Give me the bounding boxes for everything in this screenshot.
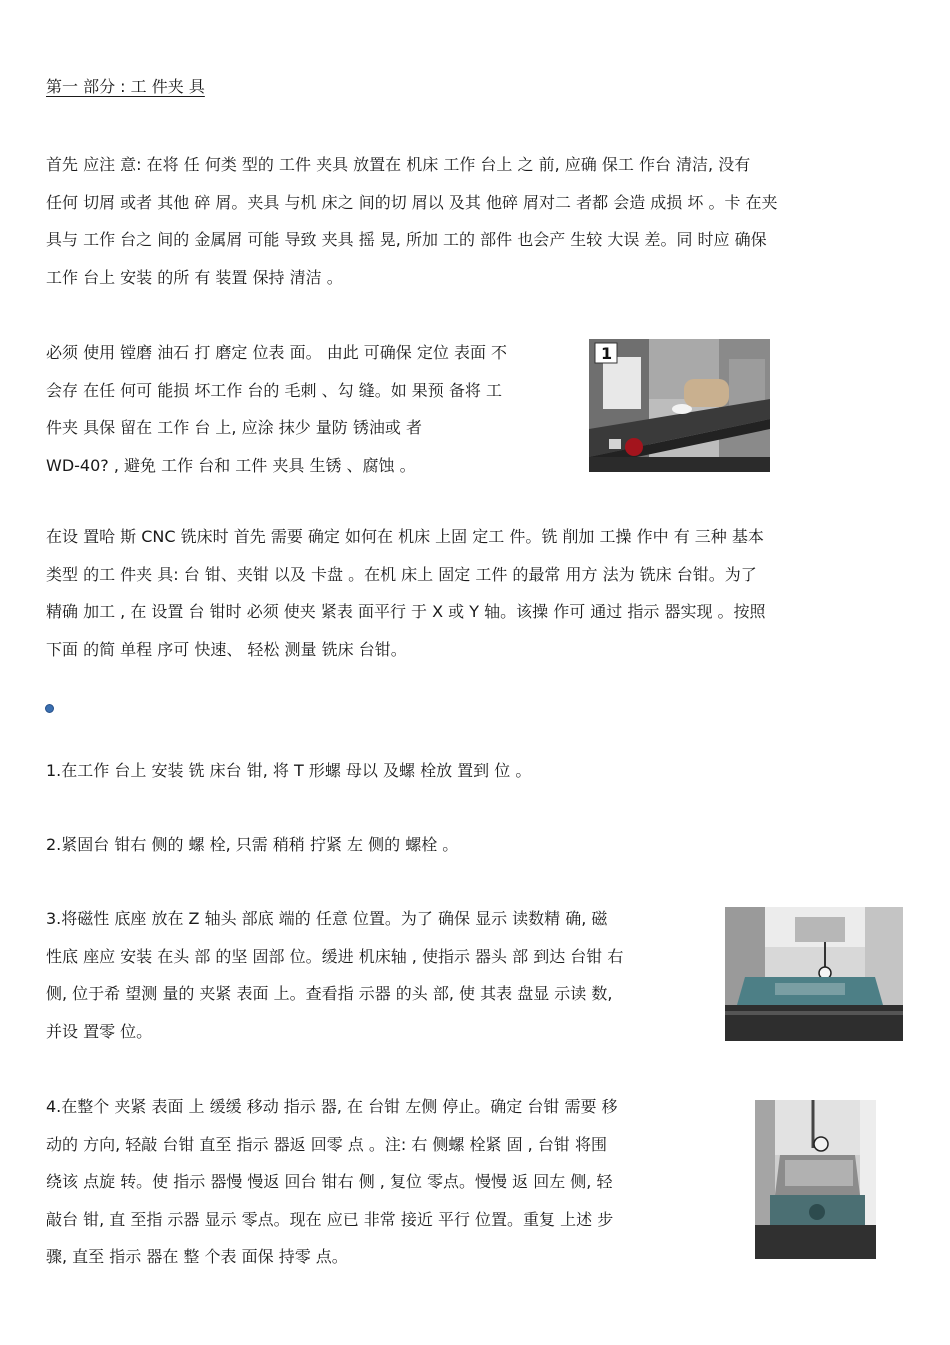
step-4 bbox=[46, 1088, 726, 1276]
text-line: 骤, 直至 指示 器在 整 个表 面保 持零 点。 bbox=[46, 1247, 348, 1266]
text-line: 任何 切屑 或者 其他 碎 屑。夹具 与机 床之 间的切 屑以 及其 他碎 屑对二 者都 会造 成损 坏 。卡 在夹 bbox=[46, 192, 778, 212]
bullet-icon bbox=[45, 704, 54, 713]
text-line: 类型 的工 件夹 具: 台 钳、夹钳 以及 卡盘 。在机 床上 固定 工件 的最常 用方 法为 铣床 台钳。为了 bbox=[46, 564, 757, 584]
text-line: 具与 工作 台之 间的 金属屑 可能 导致 夹具 摇 晃, 所加 工的 部件 也会产 生较 大误 差。同 时应 确保 bbox=[46, 230, 767, 249]
step-1 bbox=[46, 752, 902, 790]
text-line: 件夹 具保 留在 工作 台 上, 应涂 抹少 量防 锈油或 者 bbox=[46, 418, 422, 437]
text-line: 1.在工作 台上 安装 铣 床台 钳, 将 T 形螺 母以 及螺 栓放 置到 位 。 bbox=[46, 761, 532, 780]
text-line: 侧, 位于希 望测 量的 夹紧 表面 上。查看指 示器 的头 部, 使 其表 盘显 示读 数, bbox=[46, 984, 613, 1003]
table-cleaning-photo bbox=[589, 339, 770, 472]
text-line: 下面 的简 单程 序可 快速、 轻松 测量 铣床 台钳。 bbox=[46, 639, 407, 659]
text-line: 动的 方向, 轻敲 台钳 直至 指示 器返 回零 点 。注: 右 侧螺 栓紧 固 , 台钳 将围 bbox=[46, 1134, 607, 1154]
text-line: 工作 台上 安装 的所 有 装置 保持 清洁 。 bbox=[46, 267, 343, 287]
photo-number-label: 1 bbox=[601, 344, 613, 363]
intro-paragraph bbox=[46, 146, 902, 296]
text-line: 4.在整个 夹紧 表面 上 缓缓 移动 指示 器, 在 台钳 左侧 停止。确定 台钳 需要 移 bbox=[46, 1097, 618, 1116]
text-line: 并设 置零 位。 bbox=[46, 1021, 153, 1041]
text-line: 精确 加工 , 在 设置 台 钳时 必须 使夹 紧表 面平行 于 X 或 Y 轴。该操 作可 通过 指示 器实现 。按照 bbox=[46, 602, 766, 621]
text-line: 首先 应注 意: 在将 任 何类 型的 工件 夹具 放置在 机床 工作 台上 之 前, 应确 保工 作台 清洁, 没有 bbox=[46, 155, 751, 174]
setup-paragraph bbox=[46, 518, 902, 668]
text-line: 必须 使用 镗磨 油石 打 磨定 位表 面。 由此 可确保 定位 表面 不 bbox=[46, 343, 508, 362]
text-line: 会存 在任 何可 能损 坏工作 台的 毛刺 、勾 缝。如 果预 备将 工 bbox=[46, 380, 502, 400]
step-2 bbox=[46, 826, 902, 864]
text-line: 敲台 钳, 直 至指 示器 显示 零点。现在 应已 非常 接近 平行 位置。重复 上述 步 bbox=[46, 1209, 614, 1229]
text-line: 3.将磁性 底座 放在 Z 轴头 部底 端的 任意 位置。为了 确保 显示 读数精 确, 磁 bbox=[46, 909, 608, 928]
section-title: 第一 部分 : 工 件夹 具 bbox=[46, 77, 205, 96]
indicator-setup-photo bbox=[725, 907, 903, 1041]
step-3 bbox=[46, 900, 722, 1050]
text-line: WD-40? , 避免 工作 台和 工件 夹具 生锈 、腐蚀 。 bbox=[46, 455, 416, 475]
vise-alignment-photo bbox=[755, 1100, 876, 1259]
text-line: 在设 置哈 斯 CNC 铣床时 首先 需要 确定 如何在 机床 上固 定工 件。铣 削加 工操 作中 有 三种 基本 bbox=[46, 527, 764, 546]
text-line: 性底 座应 安装 在头 部 的坚 固部 位。缓进 机床轴 , 使指示 器头 部 到达 台钳 右 bbox=[46, 946, 624, 966]
text-line: 2.紧固台 钳右 侧的 螺 栓, 只需 稍稍 拧紧 左 侧的 螺栓 。 bbox=[46, 835, 459, 854]
text-line: 绕该 点旋 转。使 指示 器慢 慢返 回台 钳右 侧 , 复位 零点。慢慢 返 回左 侧, 轻 bbox=[46, 1172, 613, 1191]
honing-paragraph bbox=[46, 334, 586, 484]
